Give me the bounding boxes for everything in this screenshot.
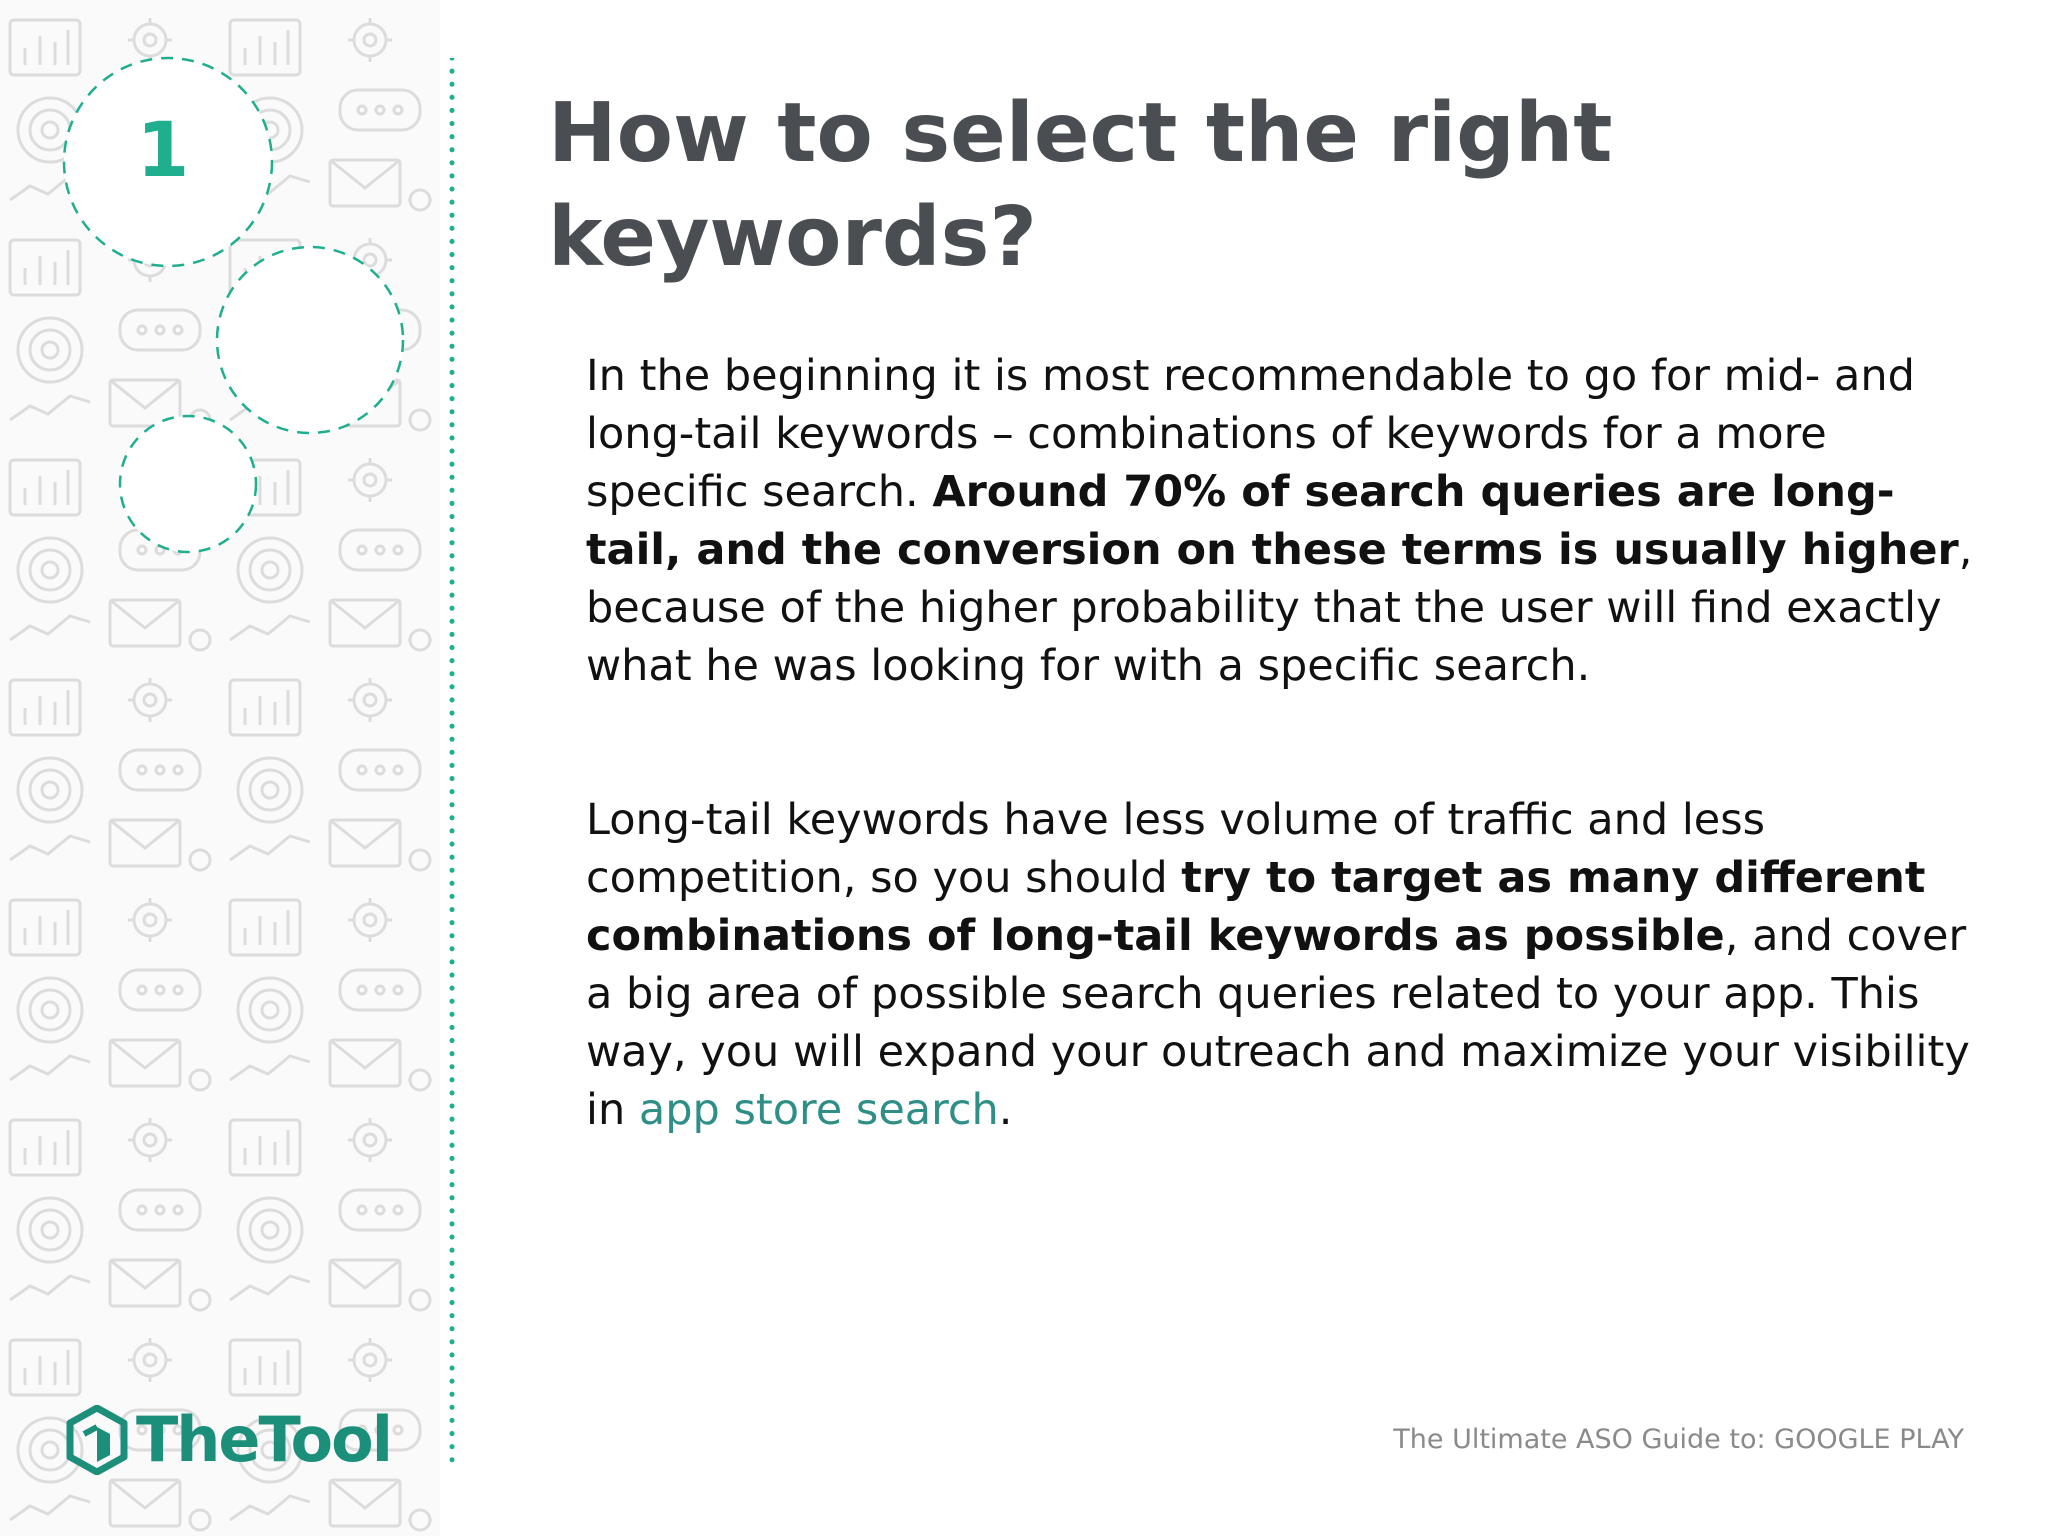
paragraph-1 [586, 347, 1986, 695]
step-circle-small [120, 416, 256, 552]
paragraph-2-bold-text: try to target as many different combinations of long-tail keywords as possible [586, 853, 1926, 961]
page-title [548, 82, 1748, 290]
dashed-circles-decoration [0, 0, 460, 600]
paragraph-1-text-end: , because of the higher probability that the user will find exactly what he was looking for with a specific search. [586, 525, 1973, 691]
step-circle-medium [217, 247, 403, 433]
thetool-logo [66, 1402, 391, 1478]
paragraph-2-text-start: Long-tail keywords have less volume of traffic and less competition, so you should [586, 795, 1766, 903]
paragraph-1-bold-text: Around 70% of search queries are long-tail, and the conversion on these terms is usually higher [586, 467, 1959, 575]
dotted-vertical-rule [448, 58, 456, 1468]
title-line-2: keywords? [548, 190, 1037, 285]
step-number: 1 [136, 105, 190, 194]
logo-text: TheTool [136, 1403, 391, 1476]
paragraph-2 [586, 791, 1986, 1139]
paragraph-1-text-start: In the beginning it is most recommendable to go for mid- and long-tail keywords – combinations of keywords for a more specific search. [586, 351, 1915, 517]
paragraph-2-text-end: . [998, 1085, 1013, 1135]
paragraph-2-text-middle: , and cover a big area of possible search queries related to your app. This way, you will expand your outreach and maximize your visibility in [586, 911, 1970, 1135]
cube-logo-icon [66, 1405, 128, 1475]
title-line-1: How to select the right [548, 86, 1613, 181]
app-store-search-link[interactable]: app store search [638, 1085, 999, 1135]
footer-guide-title: The Ultimate ASO Guide to: GOOGLE PLAY [1393, 1424, 1964, 1455]
